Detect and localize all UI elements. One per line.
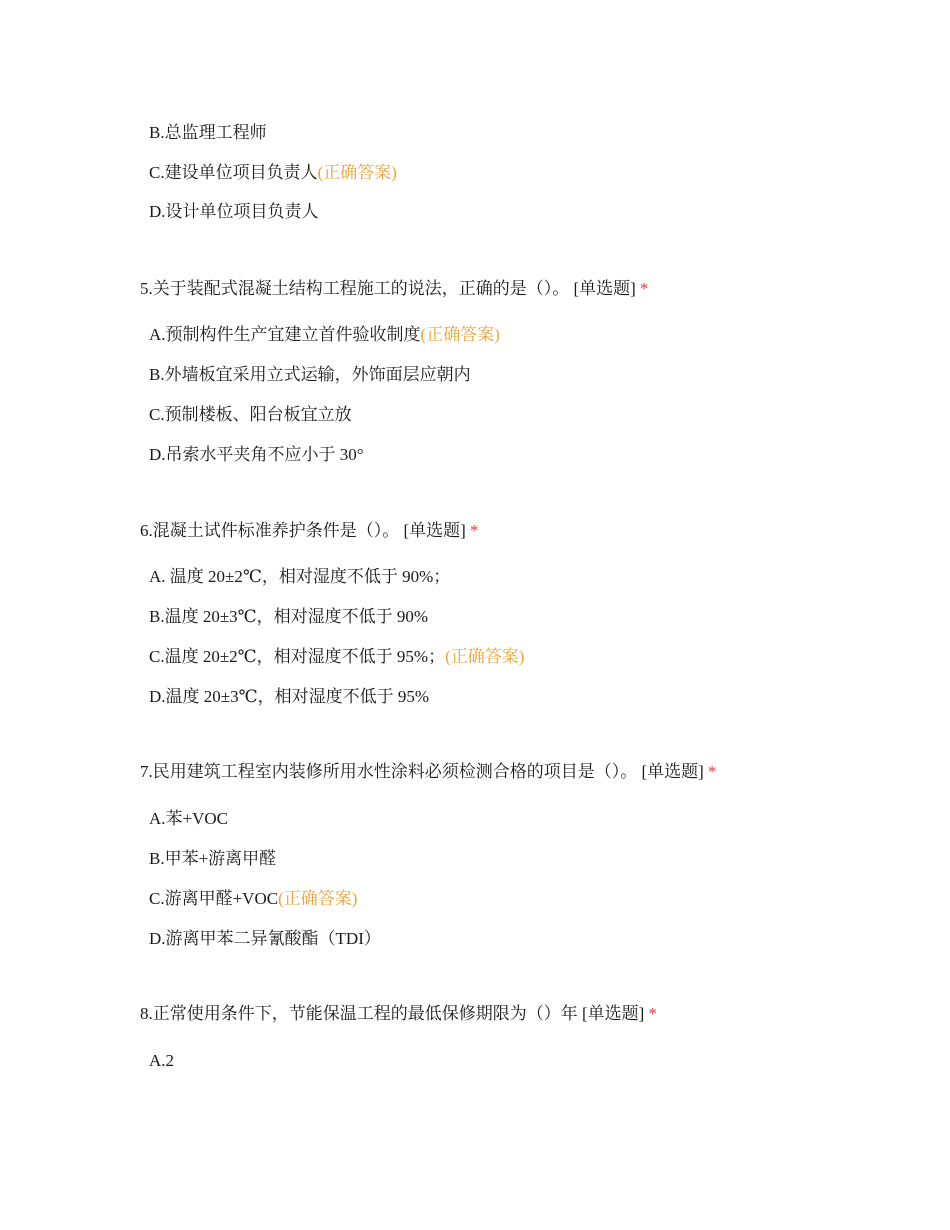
question-text: 7.民用建筑工程室内装修所用水性涂料必须检测合格的项目是（）。 [单选题] <box>140 762 704 781</box>
q5-option-a <box>149 324 500 346</box>
correct-answer-mark: (正确答案) <box>420 325 500 344</box>
required-marker: * <box>469 521 479 540</box>
q6-option-d <box>149 686 429 708</box>
q4-option-b <box>149 122 267 144</box>
q6-option-b <box>149 606 428 628</box>
required-marker: * <box>639 279 649 298</box>
required-marker: * <box>707 762 717 781</box>
q4-option-d <box>149 201 319 223</box>
q5-option-c <box>149 404 352 426</box>
q7-title <box>140 761 716 783</box>
correct-answer-mark: (正确答案) <box>278 889 358 908</box>
q7-option-a <box>149 808 228 830</box>
q8-title <box>140 1003 657 1025</box>
option-text: A. 温度 20±2℃，相对湿度不低于 90%； <box>149 567 451 586</box>
option-text: C.温度 20±2℃，相对湿度不低于 95%； <box>149 647 446 666</box>
option-text: D.吊索水平夹角不应小于 30° <box>149 445 364 464</box>
question-text: 8.正常使用条件下，节能保温工程的最低保修期限为（）年 [单选题] <box>140 1004 645 1023</box>
q7-option-b <box>149 848 276 870</box>
q6-option-a <box>149 566 450 588</box>
correct-answer-mark: (正确答案) <box>317 163 397 182</box>
question-text: 5.关于装配式混凝土结构工程施工的说法，正确的是（）。 [单选题] <box>140 279 636 298</box>
option-text: B.甲苯+游离甲醛 <box>149 849 277 868</box>
q5-option-d <box>149 444 364 466</box>
option-text: D.设计单位项目负责人 <box>149 202 319 221</box>
option-text: C.建设单位项目负责人 <box>149 163 318 182</box>
option-text: B.温度 20±3℃，相对湿度不低于 90% <box>149 607 429 626</box>
q6-title <box>140 520 478 542</box>
option-text: C.预制楼板、阳台板宜立放 <box>149 405 352 424</box>
q8-option-a <box>149 1050 174 1072</box>
q7-option-c <box>149 888 357 910</box>
option-text: A.2 <box>149 1051 175 1070</box>
q7-option-d <box>149 928 381 950</box>
option-text: D.游离甲苯二异氰酸酯（TDI） <box>149 929 381 948</box>
q4-option-c <box>149 162 397 184</box>
option-text: B.总监理工程师 <box>149 123 267 142</box>
q5-option-b <box>149 364 471 386</box>
question-text: 6.混凝土试件标准养护条件是（）。 [单选题] <box>140 521 466 540</box>
option-text: A.苯+VOC <box>149 809 229 828</box>
option-text: A.预制构件生产宜建立首件验收制度 <box>149 325 421 344</box>
required-marker: * <box>648 1004 657 1023</box>
option-text: C.游离甲醛+VOC <box>149 889 279 908</box>
q5-title <box>140 278 648 300</box>
option-text: B.外墙板宜采用立式运输，外饰面层应朝内 <box>149 365 471 384</box>
q6-option-c <box>149 646 524 668</box>
option-text: D.温度 20±3℃，相对湿度不低于 95% <box>149 687 430 706</box>
correct-answer-mark: (正确答案) <box>445 647 525 666</box>
